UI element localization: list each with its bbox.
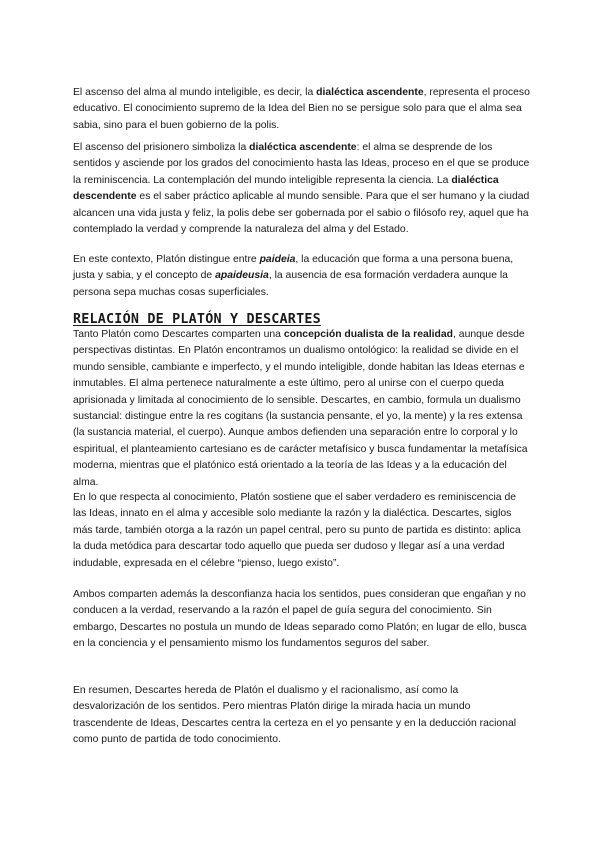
paragraph-prisionero-dialectica: El ascenso del prisionero simboliza la dialéctica ascendente: el alma se desprende de los sentidos y asciende por los grados del conocimiento hasta las Ideas, proceso en el que se produce la reminiscencia. La contemplación del mundo inteligible representa la ciencia. La dialéctica descendente es el saber práctico aplicable al mundo sensible. Para que el ser humano y la ciudad alcancen una vida justa y feliz, la polis debe ser gobernada por el sabio o filósofo rey, aquel que ha contemplado la verdad y comprende la naturaleza del alma y del Estado.: [73, 142, 530, 236]
paragraph-resumen: En resumen, Descartes hereda de Platón el dualismo y el racionalismo, así como la desvalorización de los sentidos. Pero mientras Platón dirige la mirada hacia un mundo trascendente de Ideas, Descartes centra la certeza en el yo pensante y en la deducción racional como punto de partida de todo conocimiento.: [73, 685, 517, 746]
section-heading: RELACIÓN DE PLATÓN Y DESCARTES: [73, 312, 321, 327]
paragraph-sentidos: Ambos comparten además la desconfianza hacia los sentidos, pues consideran que engañan y no conducen a la verdad, reservando a la razón el papel de guía segura del conocimiento. Sin embargo, Descartes no postula un mundo de Ideas separado como Platón; en lugar de ello, busca en la conciencia y el pensamiento mismo los fundamentos seguros del saber.: [73, 589, 527, 650]
paragraph-dialectica-ascendente-educacion: El ascenso del alma al mundo inteligible, es decir, la dialéctica ascendente, representa el proceso educativo. El conocimiento supremo de la Idea del Bien no se persigue solo para que el alma sea sabia, sino para el buen gobierno de la polis.: [73, 87, 530, 131]
paragraph-conocimiento: En lo que respecta al conocimiento, Platón sostiene que el saber verdadero es reminiscencia de las Ideas, innato en el alma y accesible solo mediante la razón y la dialéctica. Descartes, siglos más tarde, también otorga a la razón un papel central, pero su punto de partida es distinto: aplica la duda metódica para descartar todo aquello que pueda ser dudoso y llegar así a una verdad indudable, expresada en el célebre “pienso, luego existo”.: [73, 492, 521, 569]
paragraph-dualismo: Tanto Platón como Descartes comparten una concepción dualista de la realidad, aunque desde perspectivas distintas. En Platón encontramos un dualismo ontológico: la realidad se divide en el mundo sensible, cambiante e imperfecto, y el mundo inteligible, donde habitan las Ideas eternas e inmutables. El alma pertenece naturalmente a este último, pero al unirse con el cuerpo queda aprisionada y limitada al conocimiento de lo sensible. Descartes, en cambio, formula un dualismo sustancial: distingue entre la res cogitans (la sustancia pensante, el yo, la mente) y la res extensa (la sustancia material, el cuerpo). Aunque ambos defienden una separación entre lo corporal y lo espiritual, el planteamiento cartesiano es de carácter metafísico y busca fundamentar la metafísica moderna, mientras que el platónico está orientado a la teoría de las Ideas y a la educación del alma.: [73, 329, 528, 488]
paragraph-paideia-apaideusia: En este contexto, Platón distingue entre paideia, la educación que forma a una persona buena, justa y sabia, y el concepto de apaideusia, la ausencia de esa formación verdadera aunque la persona sepa muchas cosas superficiales.: [73, 254, 514, 298]
